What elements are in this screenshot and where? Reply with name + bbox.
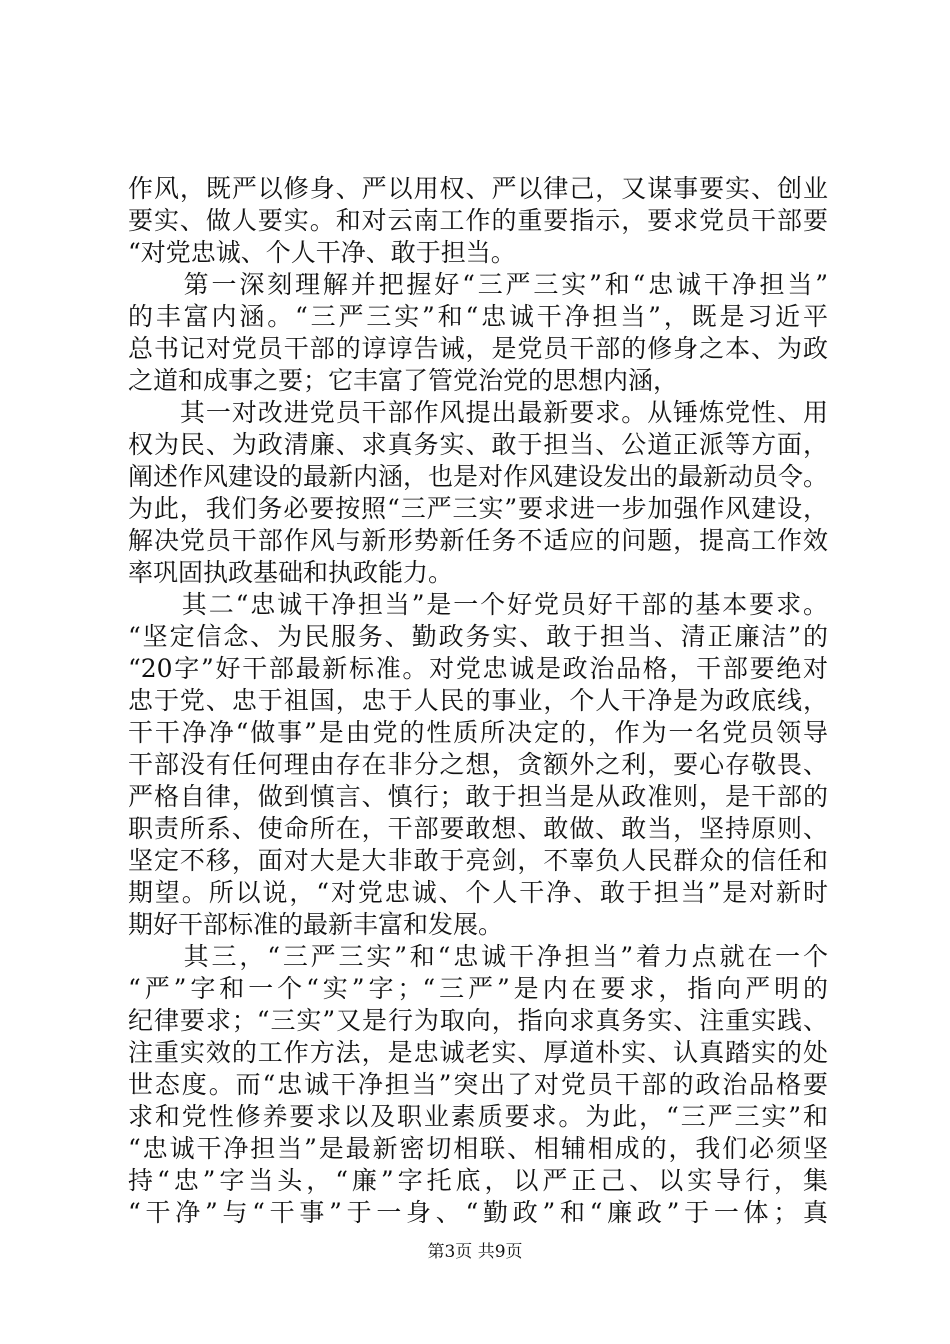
text-line: 期望。所以说，“对党忠诚、个人干净、敢于担当”是对新时 xyxy=(128,878,828,907)
text-line: “严”字和一个“实”字；“三严”是内在要求，指向严明的 xyxy=(128,974,828,1003)
text-line: “坚定信念、为民服务、勤政务实、敢于担当、清正廉洁”的 xyxy=(128,622,828,651)
text-line: 为此，我们务必要按照“三严三实”要求进一步加强作风建设， xyxy=(128,494,828,523)
text-line: 职责所系、使命所在，干部要敢想、敢做、敢当，坚持原则、 xyxy=(128,814,828,843)
text-line: 持“忠”字当头，“廉”字托底，以严正己、以实导行，集 xyxy=(128,1166,828,1195)
text-line: 求和党性修养要求以及职业素质要求。为此，“三严三实”和 xyxy=(128,1102,828,1131)
text-line: 世态度。而“忠诚干净担当”突出了对党员干部的政治品格要 xyxy=(128,1070,828,1099)
text-line: “忠诚干净担当”是最新密切相联、相辅相成的，我们必须坚 xyxy=(128,1134,828,1163)
text-line: 其一对改进党员干部作风提出最新要求。从锤炼党性、用 xyxy=(128,398,828,427)
text-line: 阐述作风建设的最新内涵，也是对作风建设发出的最新动员令。 xyxy=(128,462,829,491)
text-line: 纪律要求；“三实”又是行为取向，指向求真务实、注重实践、 xyxy=(128,1006,828,1035)
text-line: 的丰富内涵。“三严三实”和“忠诚干净担当”，既是习近平 xyxy=(128,302,828,331)
text-line: 总书记对党员干部的谆谆告诫，是党员干部的修身之本、为政 xyxy=(128,334,828,363)
page-footer: 第3页 共9页 xyxy=(427,1242,523,1262)
text-line: 期好干部标准的最新丰富和发展。 xyxy=(128,910,504,939)
text-line: 之道和成事之要；它丰富了管党治党的思想内涵， xyxy=(128,366,679,395)
text-line: “对党忠诚、个人干净、敢于担当。 xyxy=(128,238,516,267)
text-line: 干部没有任何理由存在非分之想，贪额外之利，要心存敬畏、 xyxy=(128,750,828,779)
text-line: 作风，既严以修身、严以用权、严以律己，又谋事要实、创业 xyxy=(128,174,828,203)
text-line: 注重实效的工作方法，是忠诚老实、厚道朴实、认真踏实的处 xyxy=(128,1038,828,1067)
text-line: 其二“忠诚干净担当”是一个好党员好干部的基本要求。 xyxy=(128,590,828,619)
text-line: 解决党员干部作风与新形势新任务不适应的问题，提高工作效 xyxy=(128,526,828,555)
text-line: “干净”与“干事”于一身、“勤政”和“廉政”于一体；真 xyxy=(128,1198,828,1227)
text-line: 要实、做人要实。和对云南工作的重要指示，要求党员干部要 xyxy=(128,206,828,235)
text-line: 忠于党、忠于祖国，忠于人民的事业，个人干净是为政底线， xyxy=(128,686,828,715)
text-line: 权为民、为政清廉、求真务实、敢于担当、公道正派等方面， xyxy=(128,430,828,459)
body-text xyxy=(128,173,828,1229)
text-line: 其三，“三严三实”和“忠诚干净担当”着力点就在一个 xyxy=(128,942,828,971)
text-line: “20字”好干部最新标准。对党忠诚是政治品格，干部要绝对 xyxy=(128,654,828,683)
text-line: 干干净净“做事”是由党的性质所决定的，作为一名党员领导 xyxy=(128,718,828,747)
text-line: 第一深刻理解并把握好“三严三实”和“忠诚干净担当” xyxy=(128,270,828,299)
text-line: 坚定不移，面对大是大非敢于亮剑，不辜负人民群众的信任和 xyxy=(128,846,828,875)
text-line: 严格自律，做到慎言、慎行；敢于担当是从政准则，是干部的 xyxy=(128,782,828,811)
text-line: 率巩固执政基础和执政能力。 xyxy=(128,558,454,587)
